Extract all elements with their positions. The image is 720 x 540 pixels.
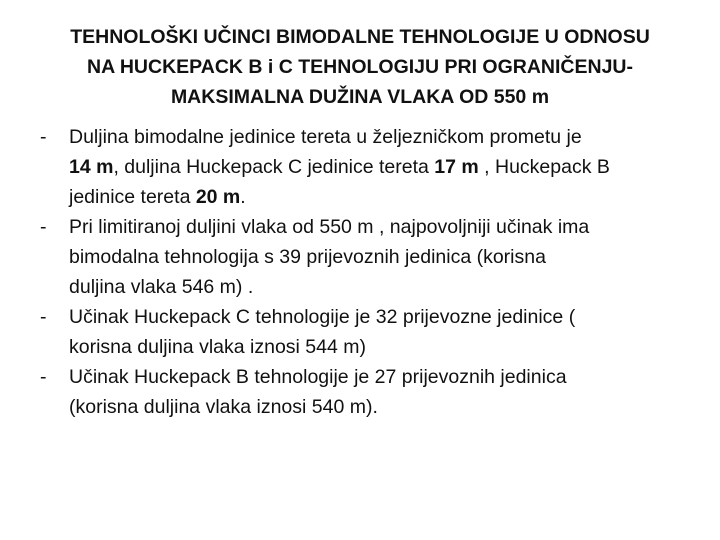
bullet-text: Učinak Huckepack C tehnologije je 32 prijevozne jedinice ( [69,306,576,328]
bullet-item [40,302,680,362]
bullet-text: korisna duljina vlaka iznosi 544 m) [69,336,366,358]
title-line: MAKSIMALNA DUŽINA VLAKA OD 550 m [170,86,550,108]
bullet-text: Duljina bimodalne jedinice tereta u željezničkom prometu je [69,126,582,148]
bullet-line [69,332,680,362]
bold-value: 20 m [195,186,241,208]
bullet-line [69,362,680,392]
bullet-text: jedinice tereta [69,186,196,208]
bullet-line [69,242,680,272]
bullet-item [40,362,680,422]
slide-title [20,22,700,112]
bullet-line [69,182,680,212]
bullet-marker: - [40,366,47,388]
bullet-line [69,392,680,422]
title-line: TEHNOLOŠKI UČINCI BIMODALNE TEHNOLOGIJE U ODNOSU [70,26,650,48]
bullet-line [69,272,680,302]
bullet-line [69,302,680,332]
bullet-marker: - [40,126,47,148]
bold-value: 14 m [69,156,114,178]
bullet-text: bimodalna tehnologija s 39 prijevoznih jedinica (korisna [69,246,546,268]
bullet-line [69,212,680,242]
bullet-text: Pri limitiranoj duljini vlaka od 550 m , najpovoljniji učinak ima [69,216,590,238]
bullet-marker: - [40,216,47,238]
bullet-item [40,212,680,302]
bullet-line [69,152,680,182]
bold-value: 17 m [434,156,479,178]
bullet-list [40,122,680,422]
bullet-text: , Huckepack B [478,156,610,178]
title-line: NA HUCKEPACK B i C TEHNOLOGIJU PRI OGRANIČENJU- [86,56,634,78]
bullet-line [69,122,680,152]
bullet-text: (korisna duljina vlaka iznosi 540 m). [69,396,378,418]
bullet-text: . [240,186,246,208]
bullet-text: , duljina Huckepack C jedinice tereta [113,156,435,178]
bullet-item [40,122,680,212]
bullet-text: Učinak Huckepack B tehnologije je 27 prijevoznih jedinica [69,366,567,388]
bullet-text: duljina vlaka 546 m) . [69,276,254,298]
bullet-marker: - [40,306,47,328]
